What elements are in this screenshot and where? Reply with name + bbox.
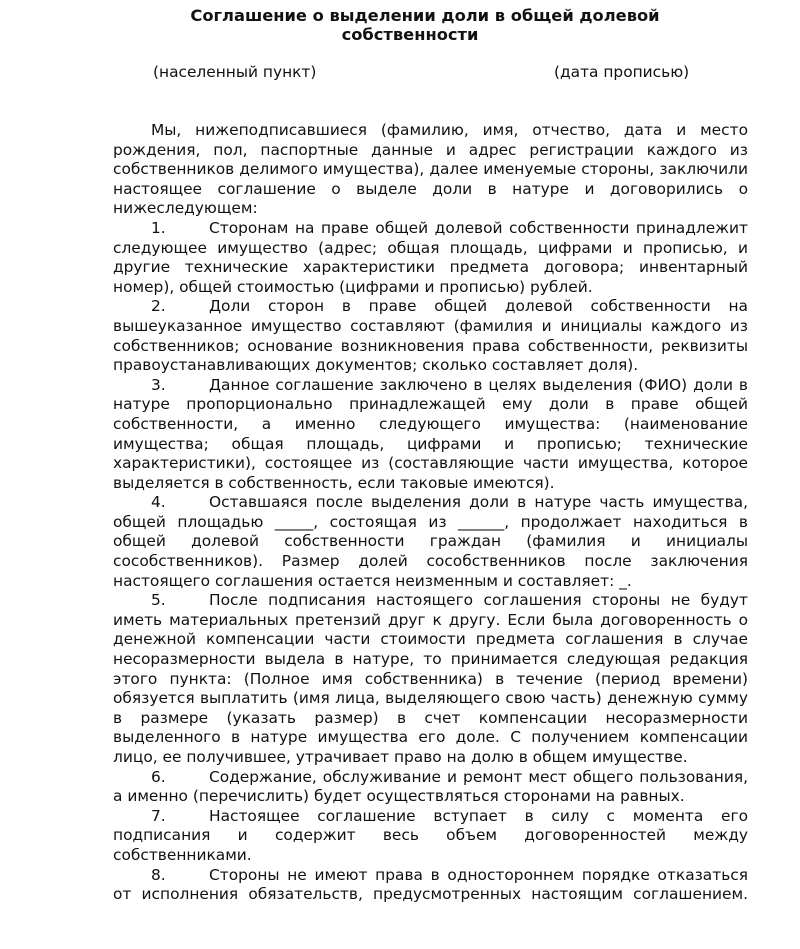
clause-text: Сторонам на праве общей долевой собственности принадлежит следующее имущество (адрес; общая площадь, цифрами и прописью, и другие технические характеристики предмета договора; инвентарный номер), общей стоимостью (цифрами и прописью) рублей. xyxy=(113,218,748,296)
clause-number: 2. xyxy=(151,297,166,316)
clause-7 xyxy=(113,807,748,866)
title-line-2: собственности xyxy=(341,25,479,44)
clause-text: Стороны не имеют права в одностороннем порядке отказаться от исполнения обязательств, предусмотренных настоящим соглашением. xyxy=(113,865,748,904)
clause-number: 7. xyxy=(151,806,166,825)
clause-text: После подписания настоящего соглашения стороны не будут иметь материальных претензий друг к другу. Если была договоренность о денежной компенсации части стоимости предмета соглашения в случае несоразмерности выдела в натуре, то принимается следующая редакция этого пункта: (Полное имя собственника) в течение (период времени) обязуется выплатить (имя лица, выделяющего свою часть) денежную сумму в размере (указать размер) в счет компенсации несоразмерности выделенного в натуре имущества его доле. С получением компенсации лицо, ее получившее, утрачивает право на долю в общем имуществе. xyxy=(113,591,748,766)
document-title xyxy=(0,6,800,44)
clause-text: Доли сторон в праве общей долевой собственности на вышеуказанное имущество составляют (фамилия и инициалы каждого из собственников; основание возникновения права собственности, реквизиты правоустанавливающих документов; сколько составляет доля). xyxy=(113,297,748,375)
clause-number: 6. xyxy=(151,767,166,786)
clause-2 xyxy=(113,297,748,375)
clause-8 xyxy=(113,866,748,905)
clause-number: 8. xyxy=(151,865,166,884)
clause-text: Оставшаяся после выделения доли в натуре часть имущества, общей площадью _____, состоящая из ______, продолжает находиться в общей долевой собственности граждан (фамилия и инициалы сособственников). Размер долей сособственников после заключения настоящего соглашения остается неизменным и составляет: _. xyxy=(113,493,748,590)
clause-text: Данное соглашение заключено в целях выделения (ФИО) доли в натуре пропорционально принадлежащей ему доли в праве общей собственности, а именно следующего имущества: (наименование имущества; общая площадь, цифрами и прописью; технические характеристики), состоящее из (составляющие части имущества, которое выделяется в собственность, если таковые имеются). xyxy=(113,375,748,492)
clause-3 xyxy=(113,376,748,494)
clause-number: 3. xyxy=(151,375,166,394)
clause-number: 1. xyxy=(151,218,166,237)
date-placeholder: (дата прописью) xyxy=(554,63,690,81)
clause-1 xyxy=(113,219,748,297)
clause-number: 5. xyxy=(151,591,166,610)
clause-4 xyxy=(113,493,748,591)
clause-number: 4. xyxy=(151,493,166,512)
clause-text: Настоящее соглашение вступает в силу с момента его подписания и содержит весь объем договоренностей между собственниками. xyxy=(113,806,748,864)
title-line-1: Соглашение о выделении доли в общей долевой xyxy=(190,6,660,25)
agreement-body xyxy=(113,121,748,905)
clause-5 xyxy=(113,591,748,767)
intro-paragraph: Мы, нижеподписавшиеся (фамилию, имя, отчество, дата и место рождения, пол, паспортные данные и адрес регистрации каждого из собственников делимого имущества), далее именуемые стороны, заключили настоящее соглашение о выделе доли в натуре и договорились о нижеследующем: xyxy=(113,121,748,218)
clause-text: Содержание, обслуживание и ремонт мест общего пользования, а именно (перечислить) будет осуществляться сторонами на равных. xyxy=(113,767,748,806)
clause-6 xyxy=(113,768,748,807)
settlement-placeholder: (населенный пункт) xyxy=(153,63,317,81)
